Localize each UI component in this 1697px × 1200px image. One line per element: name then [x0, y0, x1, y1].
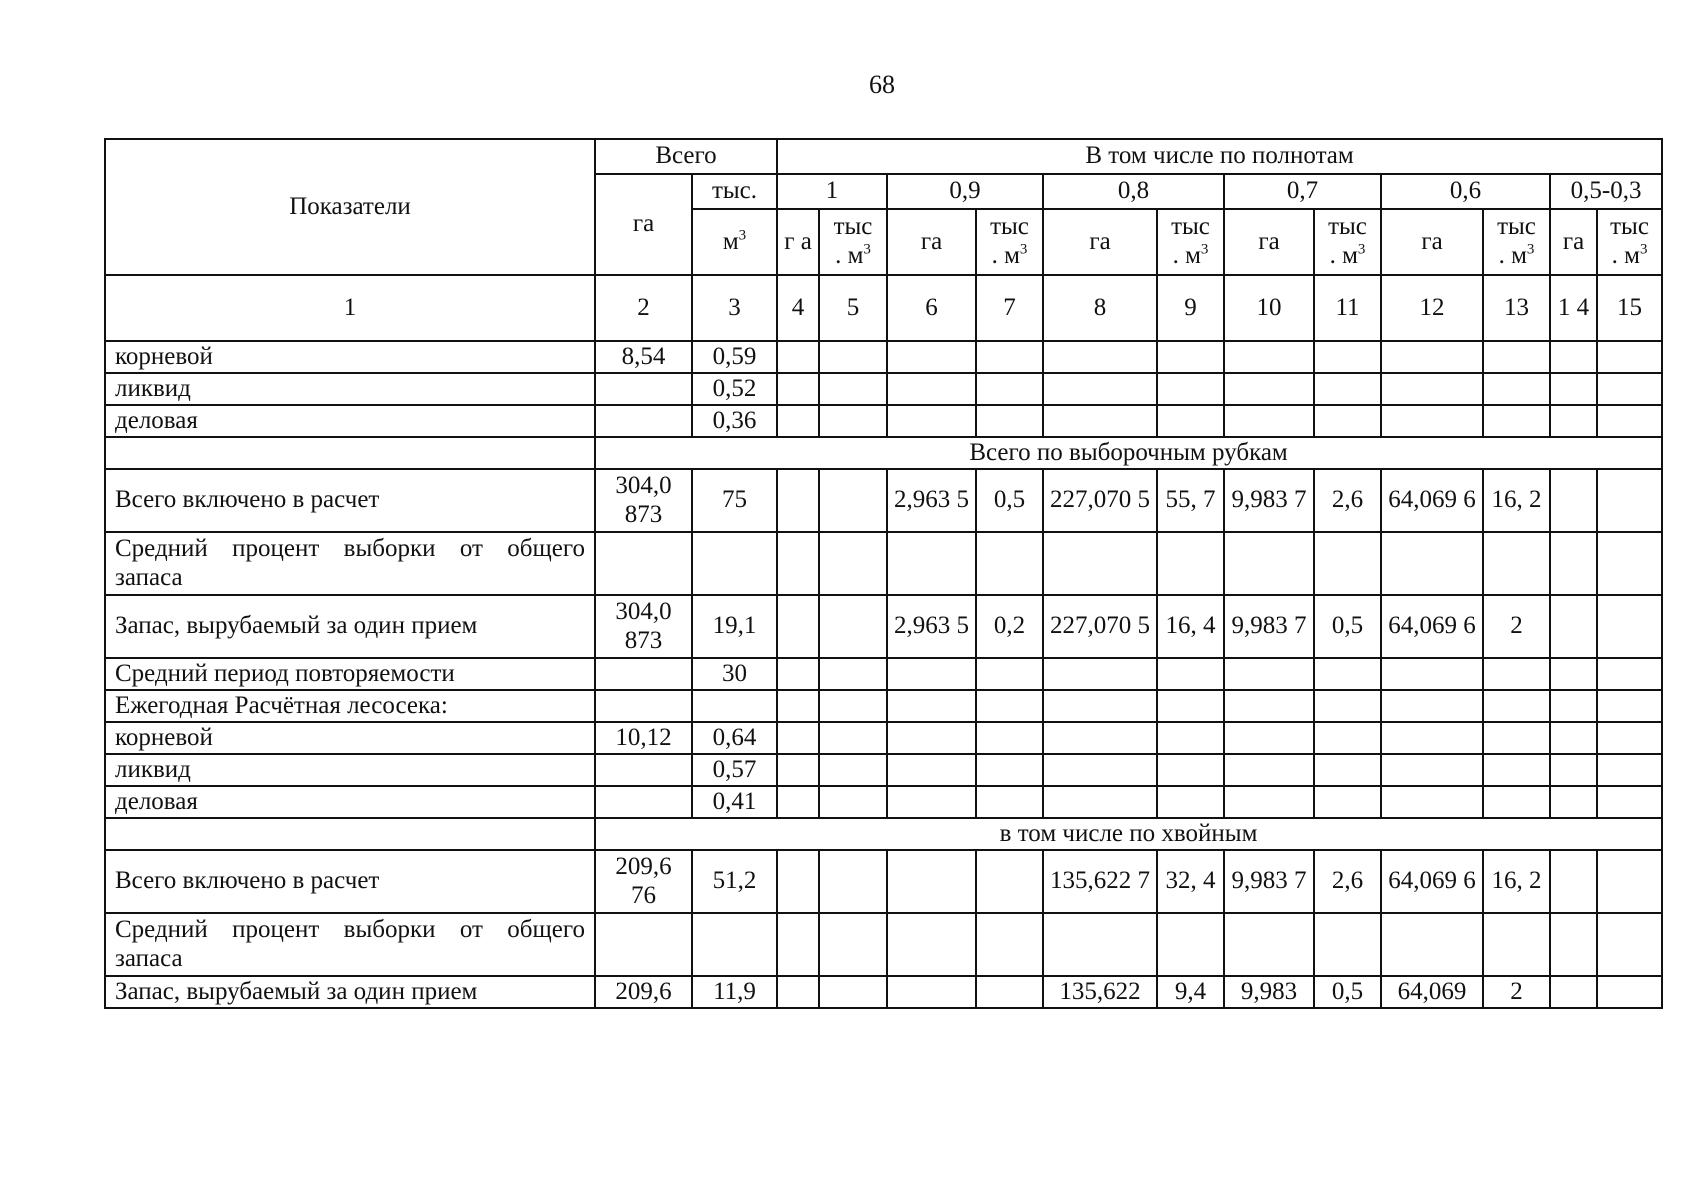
table-row [105, 469, 1662, 532]
data-cell [887, 722, 976, 754]
data-cell [887, 532, 976, 595]
data-cell [1314, 373, 1381, 405]
data-cell [777, 373, 819, 405]
data-cell [1483, 373, 1550, 405]
unit-thous-top: тыс [990, 213, 1029, 241]
data-cell [1043, 405, 1157, 437]
data-cell [1224, 341, 1314, 373]
column-number: 7 [976, 275, 1043, 341]
data-cell [1043, 658, 1157, 690]
unit-cubed: 3 [738, 227, 747, 244]
column-number: 9 [1157, 275, 1224, 341]
data-cell [1224, 690, 1314, 722]
data-cell [1314, 754, 1381, 786]
by-density-header: В том числе по полнотам [777, 139, 1662, 174]
data-cell [1224, 532, 1314, 595]
data-cell [1550, 373, 1597, 405]
row-label: ликвид [105, 373, 595, 405]
data-cell: 30 [692, 658, 777, 690]
density-header-0-8: 0,8 [1043, 174, 1224, 209]
data-cell [887, 850, 976, 913]
data-cell: 2 [1483, 595, 1550, 658]
data-cell [887, 690, 976, 722]
data-cell [1381, 341, 1483, 373]
data-cell: 9,4 [1157, 976, 1224, 1008]
column-number: 2 [595, 275, 692, 341]
data-cell [1483, 786, 1550, 818]
data-cell [777, 595, 819, 658]
data-cell [777, 913, 819, 976]
data-cell: 64,069 6 [1381, 850, 1483, 913]
density-0-7-thous-header [1314, 209, 1381, 275]
section-row [105, 437, 1662, 469]
data-cell: 2,6 [1314, 850, 1381, 913]
density-1-thous-header [819, 209, 887, 275]
data-cell [1157, 913, 1224, 976]
data-cell [1381, 722, 1483, 754]
data-cell [777, 786, 819, 818]
data-cell: 209,6 76 [595, 850, 692, 913]
data-cell [1224, 722, 1314, 754]
data-cell [1381, 913, 1483, 976]
data-cell: 0,5 [1314, 595, 1381, 658]
data-cell [595, 658, 692, 690]
unit-thous-bottom [1599, 242, 1660, 271]
table-row [105, 658, 1662, 690]
data-cell [819, 754, 887, 786]
data-cell [819, 532, 887, 595]
column-number: 11 [1314, 275, 1381, 341]
column-number: 3 [692, 275, 777, 341]
data-cell [777, 722, 819, 754]
data-cell [1043, 341, 1157, 373]
column-number: 5 [819, 275, 887, 341]
data-cell [1381, 690, 1483, 722]
data-cell: 16, 2 [1483, 469, 1550, 532]
data-cell [887, 405, 976, 437]
data-cell [777, 754, 819, 786]
table-row [105, 786, 1662, 818]
row-label: Средний период повторяемости [105, 658, 595, 690]
data-cell [1597, 690, 1662, 722]
data-cell [1550, 658, 1597, 690]
data-cell [1597, 786, 1662, 818]
unit-thous-top: тыс [833, 213, 873, 241]
data-cell [777, 532, 819, 595]
data-cell [819, 373, 887, 405]
data-cell [595, 786, 692, 818]
unit-thous-top: тыс [1610, 213, 1649, 241]
table-row [105, 976, 1662, 1008]
section-title: Всего по выборочным рубкам [595, 437, 1662, 469]
density-0-9-thous-header [976, 209, 1043, 275]
unit-m-label: . м [1611, 242, 1640, 269]
data-cell [976, 690, 1043, 722]
data-cell [1224, 913, 1314, 976]
section-blank-cell [105, 818, 595, 850]
data-cell [1157, 786, 1224, 818]
data-cell [1483, 658, 1550, 690]
data-cell: 32, 4 [1157, 850, 1224, 913]
data-cell: 227,070 5 [1043, 469, 1157, 532]
data-cell [819, 976, 887, 1008]
total-ha-header: га [595, 174, 692, 275]
unit-m-label: . м [1498, 242, 1527, 269]
data-cell [1314, 405, 1381, 437]
row-label: корневой [105, 722, 595, 754]
data-cell [887, 976, 976, 1008]
indicators-header: Показатели [105, 139, 595, 275]
data-cell [1381, 405, 1483, 437]
table-row [105, 405, 1662, 437]
unit-thous-bottom [821, 242, 885, 271]
row-label: Средний процент выборки от общего запаса [105, 913, 595, 976]
data-cell [595, 913, 692, 976]
row-label: деловая [105, 786, 595, 818]
table-row [105, 595, 1662, 658]
page-number: 68 [869, 70, 895, 99]
density-0-7-ha-header: га [1224, 209, 1314, 275]
data-cell [1483, 690, 1550, 722]
column-number-row [105, 275, 1662, 341]
data-cell [1157, 373, 1224, 405]
data-cell [1597, 658, 1662, 690]
data-cell [819, 658, 887, 690]
data-cell [976, 722, 1043, 754]
data-cell [777, 341, 819, 373]
data-cell [819, 341, 887, 373]
data-cell: 304,0 873 [595, 469, 692, 532]
unit-cubed: 3 [1639, 241, 1648, 258]
data-cell [777, 658, 819, 690]
unit-cubed: 3 [1019, 241, 1028, 258]
density-1-ha-header: г а [777, 209, 819, 275]
data-cell: 19,1 [692, 595, 777, 658]
density-0-9-ha-header: га [887, 209, 976, 275]
unit-m-label: . м [991, 242, 1020, 269]
table-row [105, 532, 1662, 595]
data-cell: 9,983 7 [1224, 850, 1314, 913]
data-cell [1550, 405, 1597, 437]
data-cell [1314, 658, 1381, 690]
data-cell [887, 754, 976, 786]
data-cell: 64,069 6 [1381, 469, 1483, 532]
data-cell: 304,0 873 [595, 595, 692, 658]
data-cell [777, 976, 819, 1008]
data-cell: 135,622 7 [1043, 850, 1157, 913]
column-number: 1 4 [1550, 275, 1597, 341]
data-cell: 0,41 [692, 786, 777, 818]
forest-data-table [104, 138, 1663, 1009]
data-cell [1381, 532, 1483, 595]
data-cell: 209,6 [595, 976, 692, 1008]
data-cell [976, 532, 1043, 595]
section-title: в том числе по хвойным [595, 818, 1662, 850]
data-cell [595, 754, 692, 786]
data-cell: 8,54 [595, 341, 692, 373]
data-cell: 2,963 5 [887, 595, 976, 658]
density-0-6-ha-header: га [1381, 209, 1483, 275]
data-cell [1597, 373, 1662, 405]
row-label: Запас, вырубаемый за один прием [105, 976, 595, 1008]
data-cell: 16, 4 [1157, 595, 1224, 658]
data-cell: 9,983 7 [1224, 595, 1314, 658]
data-cell: 135,622 [1043, 976, 1157, 1008]
column-number: 13 [1483, 275, 1550, 341]
data-cell [1597, 913, 1662, 976]
data-cell [595, 373, 692, 405]
data-cell [1157, 690, 1224, 722]
data-cell [1314, 341, 1381, 373]
data-cell: 227,070 5 [1043, 595, 1157, 658]
data-cell [1597, 722, 1662, 754]
data-cell: 2,6 [1314, 469, 1381, 532]
section-row [105, 818, 1662, 850]
data-cell [976, 913, 1043, 976]
table-row [105, 690, 1662, 722]
data-cell [1597, 405, 1662, 437]
unit-thous-bottom [1316, 242, 1379, 271]
data-cell: 0,57 [692, 754, 777, 786]
data-cell [1550, 786, 1597, 818]
data-cell [692, 532, 777, 595]
data-cell: 0,52 [692, 373, 777, 405]
row-label: корневой [105, 341, 595, 373]
data-cell [1224, 786, 1314, 818]
table-row [105, 722, 1662, 754]
data-cell [976, 786, 1043, 818]
data-cell [887, 658, 976, 690]
unit-thous-top: тыс [1328, 213, 1367, 241]
data-cell: 0,59 [692, 341, 777, 373]
unit-m: м [722, 227, 739, 255]
data-cell [1550, 722, 1597, 754]
density-header-0-9: 0,9 [887, 174, 1043, 209]
data-cell [1483, 532, 1550, 595]
data-cell [1597, 754, 1662, 786]
data-cell [1483, 913, 1550, 976]
density-header-1: 1 [777, 174, 887, 209]
data-cell [777, 405, 819, 437]
data-cell: 64,069 6 [1381, 595, 1483, 658]
data-cell [692, 913, 777, 976]
unit-cubed: 3 [1357, 241, 1366, 258]
data-cell [976, 976, 1043, 1008]
data-cell [1381, 658, 1483, 690]
data-cell: 0,36 [692, 405, 777, 437]
data-cell [1224, 658, 1314, 690]
data-cell [1483, 722, 1550, 754]
data-cell [1483, 341, 1550, 373]
row-label: деловая [105, 405, 595, 437]
unit-thous-bottom [1485, 242, 1548, 271]
row-label: Всего включено в расчет [105, 469, 595, 532]
data-cell [1157, 658, 1224, 690]
data-cell [1224, 405, 1314, 437]
column-number: 12 [1381, 275, 1483, 341]
density-0-5-0-3-thous-header [1597, 209, 1662, 275]
data-cell: 2,963 5 [887, 469, 976, 532]
data-cell [1043, 913, 1157, 976]
data-cell [1597, 469, 1662, 532]
data-cell [1550, 595, 1597, 658]
data-cell [1157, 405, 1224, 437]
data-cell: 55, 7 [1157, 469, 1224, 532]
data-cell: 9,983 7 [1224, 469, 1314, 532]
data-cell [1043, 532, 1157, 595]
data-cell [1550, 850, 1597, 913]
row-label: Ежегодная Расчётная лесосека: [105, 690, 595, 722]
column-number: 4 [777, 275, 819, 341]
data-cell [1483, 754, 1550, 786]
density-0-6-thous-header [1483, 209, 1550, 275]
data-cell [1597, 850, 1662, 913]
data-cell [1550, 976, 1597, 1008]
data-cell [1314, 532, 1381, 595]
unit-cubed: 3 [863, 241, 871, 258]
unit-cubed: 3 [1526, 241, 1535, 258]
data-cell [819, 469, 887, 532]
data-cell [1381, 373, 1483, 405]
data-cell [1314, 690, 1381, 722]
data-cell [1550, 913, 1597, 976]
density-header-0-7: 0,7 [1224, 174, 1381, 209]
data-cell [1043, 690, 1157, 722]
data-cell: 64,069 [1381, 976, 1483, 1008]
density-0-8-ha-header: га [1043, 209, 1157, 275]
total-m3-header [692, 209, 777, 275]
table-row [105, 373, 1662, 405]
data-cell [1597, 532, 1662, 595]
data-cell [819, 595, 887, 658]
total-thous-header: тыс. [692, 174, 777, 209]
data-cell: 51,2 [692, 850, 777, 913]
data-cell [976, 658, 1043, 690]
data-cell: 10,12 [595, 722, 692, 754]
data-cell [595, 690, 692, 722]
column-number: 10 [1224, 275, 1314, 341]
data-cell [1550, 754, 1597, 786]
header-row-1 [105, 139, 1662, 174]
data-cell [1314, 786, 1381, 818]
data-cell [1314, 722, 1381, 754]
data-cell [1381, 786, 1483, 818]
data-cell [1157, 532, 1224, 595]
data-cell [1550, 690, 1597, 722]
data-cell [887, 786, 976, 818]
section-blank-cell [105, 437, 595, 469]
column-number: 15 [1597, 275, 1662, 341]
column-number: 6 [887, 275, 976, 341]
table-row [105, 754, 1662, 786]
data-cell [819, 722, 887, 754]
row-label: Средний процент выборки от общего запаса [105, 532, 595, 595]
column-number: 1 [105, 275, 595, 341]
table-row [105, 850, 1662, 913]
column-number: 8 [1043, 275, 1157, 341]
row-label: Всего включено в расчет [105, 850, 595, 913]
table-row [105, 913, 1662, 976]
data-cell [1597, 976, 1662, 1008]
data-cell [1157, 722, 1224, 754]
unit-m-label: . м [835, 242, 864, 269]
data-cell [976, 754, 1043, 786]
total-header: Всего [595, 139, 777, 174]
data-cell [819, 405, 887, 437]
data-cell [887, 341, 976, 373]
data-cell [887, 373, 976, 405]
data-cell: 9,983 [1224, 976, 1314, 1008]
data-cell: 75 [692, 469, 777, 532]
data-cell: 0,5 [1314, 976, 1381, 1008]
data-cell [887, 913, 976, 976]
data-cell: 0,5 [976, 469, 1043, 532]
data-cell [777, 469, 819, 532]
data-cell [819, 850, 887, 913]
unit-thous-bottom [978, 242, 1041, 271]
row-label: Запас, вырубаемый за один прием [105, 595, 595, 658]
data-cell [1597, 341, 1662, 373]
data-cell [777, 850, 819, 913]
unit-thous-bottom [1159, 242, 1222, 271]
data-cell [777, 690, 819, 722]
data-cell [819, 786, 887, 818]
data-cell [1381, 754, 1483, 786]
data-cell: 0,64 [692, 722, 777, 754]
data-cell [976, 341, 1043, 373]
unit-m-label: . м [1329, 242, 1358, 269]
data-cell [1043, 373, 1157, 405]
row-label: ликвид [105, 754, 595, 786]
data-cell [1043, 754, 1157, 786]
data-cell: 0,2 [976, 595, 1043, 658]
data-cell [1550, 469, 1597, 532]
data-cell [1483, 405, 1550, 437]
unit-thous-top: тыс [1171, 213, 1210, 241]
data-cell [1314, 913, 1381, 976]
density-0-8-thous-header [1157, 209, 1224, 275]
data-cell [1550, 532, 1597, 595]
data-cell: 11,9 [692, 976, 777, 1008]
unit-m-label: . м [1172, 242, 1201, 269]
data-cell: 2 [1483, 976, 1550, 1008]
density-0-5-0-3-ha-header: га [1550, 209, 1597, 275]
data-cell [976, 373, 1043, 405]
data-cell [1043, 786, 1157, 818]
data-cell [1043, 722, 1157, 754]
data-cell [819, 913, 887, 976]
data-cell [976, 405, 1043, 437]
data-cell [819, 690, 887, 722]
data-cell [1157, 341, 1224, 373]
data-cell [1157, 754, 1224, 786]
data-cell [595, 532, 692, 595]
data-cell [976, 850, 1043, 913]
unit-cubed: 3 [1200, 241, 1209, 258]
data-cell [1597, 595, 1662, 658]
data-cell [595, 405, 692, 437]
unit-thous-top: тыс [1497, 213, 1536, 241]
data-cell: 16, 2 [1483, 850, 1550, 913]
data-cell [1224, 754, 1314, 786]
density-header-0-5-0-3: 0,5-0,3 [1550, 174, 1662, 209]
table-row [105, 341, 1662, 373]
data-cell [1550, 341, 1597, 373]
data-cell [1224, 373, 1314, 405]
data-cell [692, 690, 777, 722]
density-header-0-6: 0,6 [1381, 174, 1550, 209]
